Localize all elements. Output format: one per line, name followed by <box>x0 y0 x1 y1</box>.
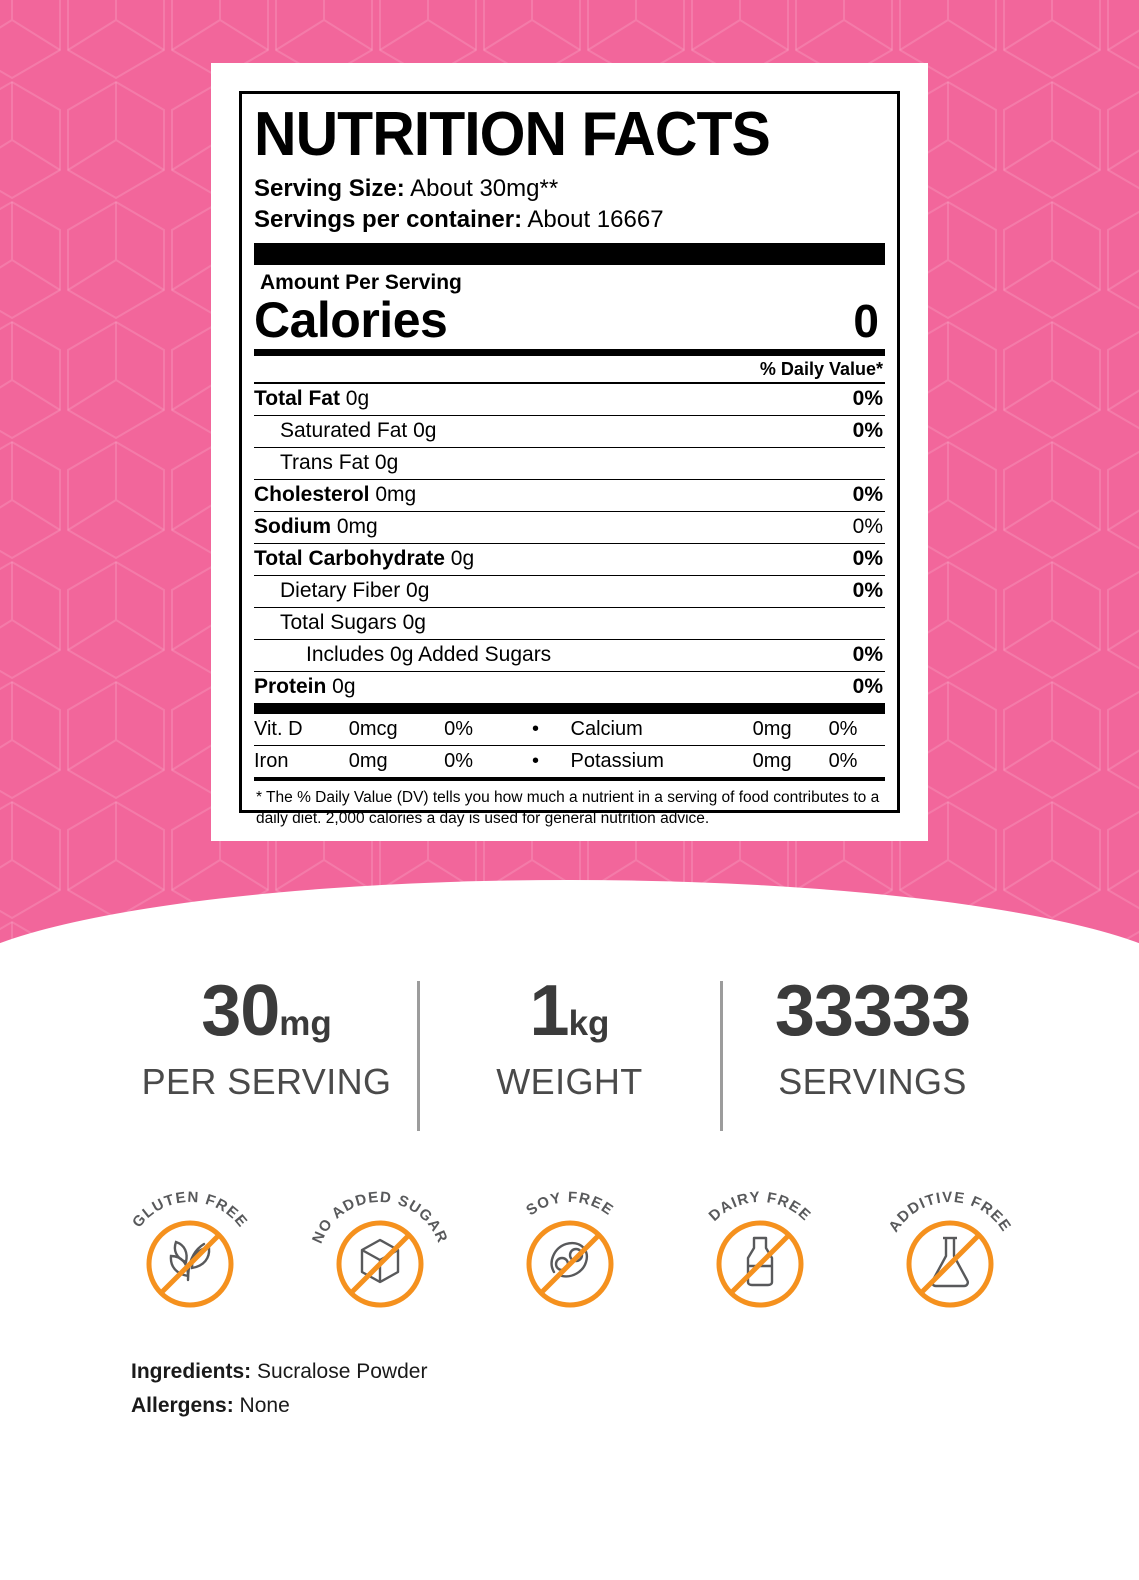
badge-additive-free <box>870 1160 1030 1330</box>
ingredients-label: Ingredients: <box>131 1360 252 1383</box>
ingredients-line <box>131 1355 427 1389</box>
nutrient-name: Total Carbohydrate 0g <box>254 547 475 571</box>
badge-label: ADDITIVE FREE <box>884 1188 1015 1236</box>
badge-no-added-sugar <box>300 1160 460 1330</box>
badge-gluten-free <box>110 1160 270 1330</box>
daily-value-header: % Daily Value* <box>759 359 883 380</box>
serving-size-label: Serving Size: <box>254 175 405 202</box>
nutrient-name: Saturated Fat 0g <box>280 419 437 443</box>
micronutrient-cell: Iron <box>254 746 349 778</box>
stat-per-serving-unit: mg <box>279 1004 332 1043</box>
nutrient-daily-value: 0% <box>852 515 883 539</box>
nutrient-daily-value: 0% <box>852 579 883 603</box>
servings-per-value: About 16667 <box>527 205 664 233</box>
nutrient-daily-value: 0% <box>852 643 883 667</box>
micronutrient-cell: Calcium <box>570 718 643 741</box>
divider-bar-top <box>254 243 885 265</box>
nutrient-row <box>254 607 885 639</box>
micronutrient-row <box>254 746 885 778</box>
divider-bar-before-vitamins <box>254 703 885 714</box>
serving-size-line <box>254 174 885 205</box>
nutrient-name: Trans Fat 0g <box>280 451 399 475</box>
allergens-label: Allergens: <box>131 1393 234 1417</box>
micronutrient-cell: 0mg <box>753 746 829 778</box>
daily-value-footnote: * The % Daily Value (DV) tells you how much a nutrient in a serving of food contributes to a daily diet. 2,000 calories a day is used for general nutrition advice. <box>256 789 880 828</box>
nutrient-row <box>254 415 885 447</box>
nutrient-name: Dietary Fiber 0g <box>280 579 430 603</box>
micronutrient-cell: 0% <box>444 746 500 778</box>
nutrient-row <box>254 511 885 543</box>
nutrient-rows <box>254 382 885 703</box>
wheat-icon <box>149 1223 231 1305</box>
allergens-line <box>131 1389 427 1423</box>
micronutrient-row <box>254 714 885 746</box>
calories-value: 0 <box>853 295 879 348</box>
calories-label: Calories <box>254 292 448 349</box>
stat-servings-value <box>723 971 1023 1051</box>
nutrient-row <box>254 543 885 575</box>
nutrient-row <box>254 575 885 607</box>
certification-badges <box>0 1160 1139 1330</box>
bullet-separator: • <box>501 746 571 778</box>
nutrient-row <box>254 479 885 511</box>
stat-weight-value <box>420 971 720 1051</box>
nutrient-row <box>254 382 885 415</box>
badge-dairy-free <box>680 1160 840 1330</box>
nutrient-name: Total Sugars 0g <box>280 611 426 635</box>
stat-weight-unit: kg <box>568 1004 610 1043</box>
micronutrient-cell: 0% <box>444 718 474 741</box>
nutrient-name: Total Fat 0g <box>254 387 370 411</box>
nutrient-row <box>254 639 885 671</box>
bullet-separator: • <box>531 718 539 741</box>
nutrient-row <box>254 447 885 479</box>
ingredients-block <box>131 1355 427 1422</box>
stat-weight-caption: WEIGHT <box>496 1061 643 1102</box>
stat-per-serving <box>117 971 417 1103</box>
stat-servings-caption: SERVINGS <box>778 1061 967 1102</box>
badge-label: SOY FREE <box>522 1188 617 1220</box>
nutrient-name: Protein 0g <box>254 675 356 699</box>
stat-servings <box>723 971 1023 1103</box>
stats-row <box>0 971 1139 1131</box>
servings-per-label: Servings per container: <box>254 205 523 233</box>
micronutrient-cell: 0% <box>829 746 885 778</box>
flask-icon <box>909 1223 991 1305</box>
badge-label: GLUTEN FREE <box>128 1188 251 1231</box>
stat-weight-number: 1 <box>529 971 569 1051</box>
micronutrient-cell: 0mg <box>349 746 444 778</box>
nutrient-name: Includes 0g Added Sugars <box>306 643 552 667</box>
sugar-cube-icon <box>339 1223 421 1305</box>
micronutrient-table <box>254 714 885 777</box>
calories-row <box>254 291 885 349</box>
serving-info <box>254 174 885 235</box>
allergens-value: None <box>239 1393 290 1417</box>
milk-bottle-icon <box>719 1223 801 1305</box>
ingredients-value: Sucralose Powder <box>257 1360 428 1383</box>
nutrient-daily-value: 0% <box>852 419 883 443</box>
nutrition-facts-panel <box>211 63 928 841</box>
stat-weight <box>420 971 720 1103</box>
micronutrient-cell: Potassium <box>571 746 753 778</box>
badge-label: DAIRY FREE <box>705 1188 814 1225</box>
badge-soy-free <box>490 1160 650 1330</box>
nutrient-row <box>254 671 885 703</box>
nutrient-daily-value: 0% <box>852 675 883 699</box>
micronutrient-cell: 0% <box>828 718 858 741</box>
stat-servings-number: 33333 <box>774 971 971 1051</box>
badge-label: NO ADDED SUGAR <box>308 1188 451 1246</box>
nutrient-name: Cholesterol 0mg <box>254 483 417 507</box>
micronutrient-cell: 0mcg <box>348 718 398 741</box>
nutrition-facts-title: NUTRITION FACTS <box>254 100 770 169</box>
nutrient-daily-value: 0% <box>852 387 883 411</box>
serving-size-value: About 30mg** <box>410 175 559 202</box>
nutrient-daily-value: 0% <box>852 547 883 571</box>
nutrient-daily-value: 0% <box>852 483 883 507</box>
nutrition-facts-inner <box>239 91 900 828</box>
stat-per-serving-caption: PER SERVING <box>141 1061 392 1102</box>
servings-per-container-line <box>254 205 885 236</box>
micronutrient-cell: Vit. D <box>254 718 303 741</box>
stat-per-serving-value <box>117 971 417 1051</box>
stat-per-serving-number: 30 <box>201 971 280 1051</box>
micronutrient-cell: 0mg <box>752 718 792 741</box>
soy-bean-icon <box>529 1223 611 1305</box>
amount-per-serving-label: Amount Per Serving <box>260 271 462 295</box>
nutrient-name: Sodium 0mg <box>254 515 378 539</box>
divider-after-calories <box>254 349 885 356</box>
